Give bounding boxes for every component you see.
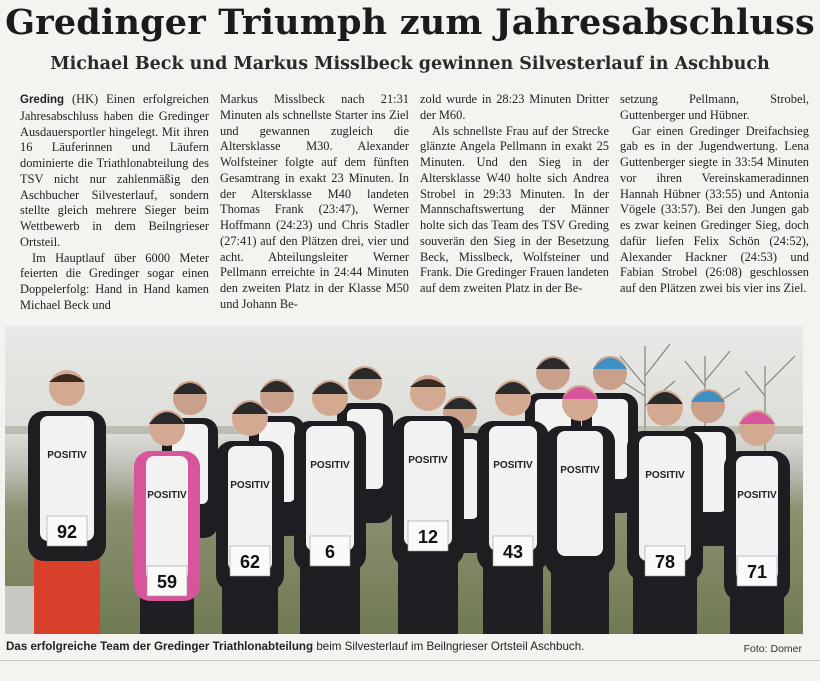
- headline: Gredinger Triumph zum Jahresabschluss: [5, 2, 815, 43]
- column-2: [220, 92, 409, 320]
- article-body: [20, 92, 810, 320]
- paragraph: Markus Misslbeck nach 21:31 Minuten als schnellste Starter ins Ziel und gewannen zugleich die Altersklasse M30. Alexander Wolfsteiner folgte auf dem fünften Gesamtrang in exakt 23 Minuten. In der Altersklasse M40 landeten Thomas Frank (23:47), Werner Hoffmann (24:23) und Chris Stadler (27:41) auf den Plätzen drei, vier und acht. Abteilungsleiter Werner Pellmann erreichte in 24:44 Minuten den zweiten Platz in der Klasse M50 und Johann Be-: [220, 92, 409, 311]
- paragraph: zold wurde in 28:23 Minuten Dritter der M60.: [420, 92, 609, 122]
- runner-front: [28, 370, 106, 634]
- bib-number: 92: [56, 522, 78, 542]
- shirt-logo: POSITIV: [230, 480, 270, 491]
- column-3: [420, 92, 609, 320]
- shirt-logo: POSITIV: [493, 460, 533, 471]
- runner-group: [28, 356, 790, 634]
- bib-number: 62: [239, 552, 261, 572]
- paragraph: Im Hauptlauf über 6000 Meter feierten die Gredinger sogar einen Doppelerfolg: Hand in Hand kamen Michael Beck und: [20, 250, 209, 312]
- bib-number: 6: [324, 542, 336, 562]
- caption-text: beim Silvesterlauf im Beilngrieser Ortsteil Aschbuch.: [313, 640, 585, 653]
- page-rule: [0, 660, 820, 661]
- shirt-logo: POSITIV: [310, 460, 350, 471]
- paragraph: setzung Pellmann, Strobel, Guttenberger und Hübner.: [620, 92, 809, 122]
- shirt-logo: POSITIV: [737, 490, 777, 501]
- bib-number: 12: [417, 527, 439, 547]
- paragraph-text: (HK) Einen erfolgreichen Jahresabschluss haben die Gredinger Ausdauersportler hingelegt. Mit ihren 16 Läuferinnen und Läufern dominierte die Triathlonabteilung des TSV nicht nur zahlenmäßig den Aschbucher Silvesterlauf, sondern stellte gleich mehrere Sieger beim Wettbewerb in dem Beilngrieser Ortsteil.: [20, 92, 209, 249]
- photo-caption: [6, 640, 606, 653]
- bib-number: 78: [654, 552, 676, 572]
- subheadline: Michael Beck und Markus Misslbeck gewinnen Silvesterlauf in Aschbuch: [50, 54, 770, 74]
- shirt-logo: POSITIV: [47, 450, 87, 461]
- bib-number: 71: [746, 562, 768, 582]
- team-photo-illustration: [5, 326, 803, 634]
- bib-number: 59: [156, 572, 178, 592]
- paragraph: Als schnellste Frau auf der Strecke glänzte Angela Pellmann in exakt 25 Minuten. Und den Sieg in der Altersklasse W40 holte sich Andrea Strobel in 29:33 Minuten. In der Mannschaftswertung der Männer holte sich das Team des TSV Greding souverän den Sieg in der Besetzung Beck, Misslbeck, Wolfsteiner und Frank. Die Gredinger Frauen landeten auf dem zweiten Platz in der Be-: [420, 123, 609, 295]
- photo-credit: Foto: Domer: [743, 643, 802, 655]
- dateline: Greding: [20, 94, 65, 106]
- paragraph: [20, 92, 209, 251]
- paragraph: Gar einen Gredinger Dreifachsieg gab es in der Jugendwertung. Lena Guttenberger siegte in 33:54 Minuten vor ihren Vereinskameradinnen Hannah Hübner (33:55) und Antonia Vögele (33:57). Bei den Jungen gab es zwar keinen Gredinger Sieg, doch dafür liefen Felix Schön (24:52), Alexander Hackner (24:53) und Fabian Strobel (26:08) geschlossen auf den Plätzen zwei bis vier ins Ziel.: [620, 123, 809, 295]
- team-photo: [5, 326, 803, 634]
- shirt-logo: POSITIV: [408, 455, 448, 466]
- column-4: [620, 92, 809, 320]
- shirt-logo: POSITIV: [147, 490, 187, 501]
- shirt-logo: POSITIV: [560, 465, 600, 476]
- shirt-logo: POSITIV: [645, 470, 685, 481]
- column-1: [20, 92, 209, 320]
- caption-bold: Das erfolgreiche Team der Gredinger Triathlonabteilung: [6, 640, 314, 653]
- bib-number: 43: [502, 542, 524, 562]
